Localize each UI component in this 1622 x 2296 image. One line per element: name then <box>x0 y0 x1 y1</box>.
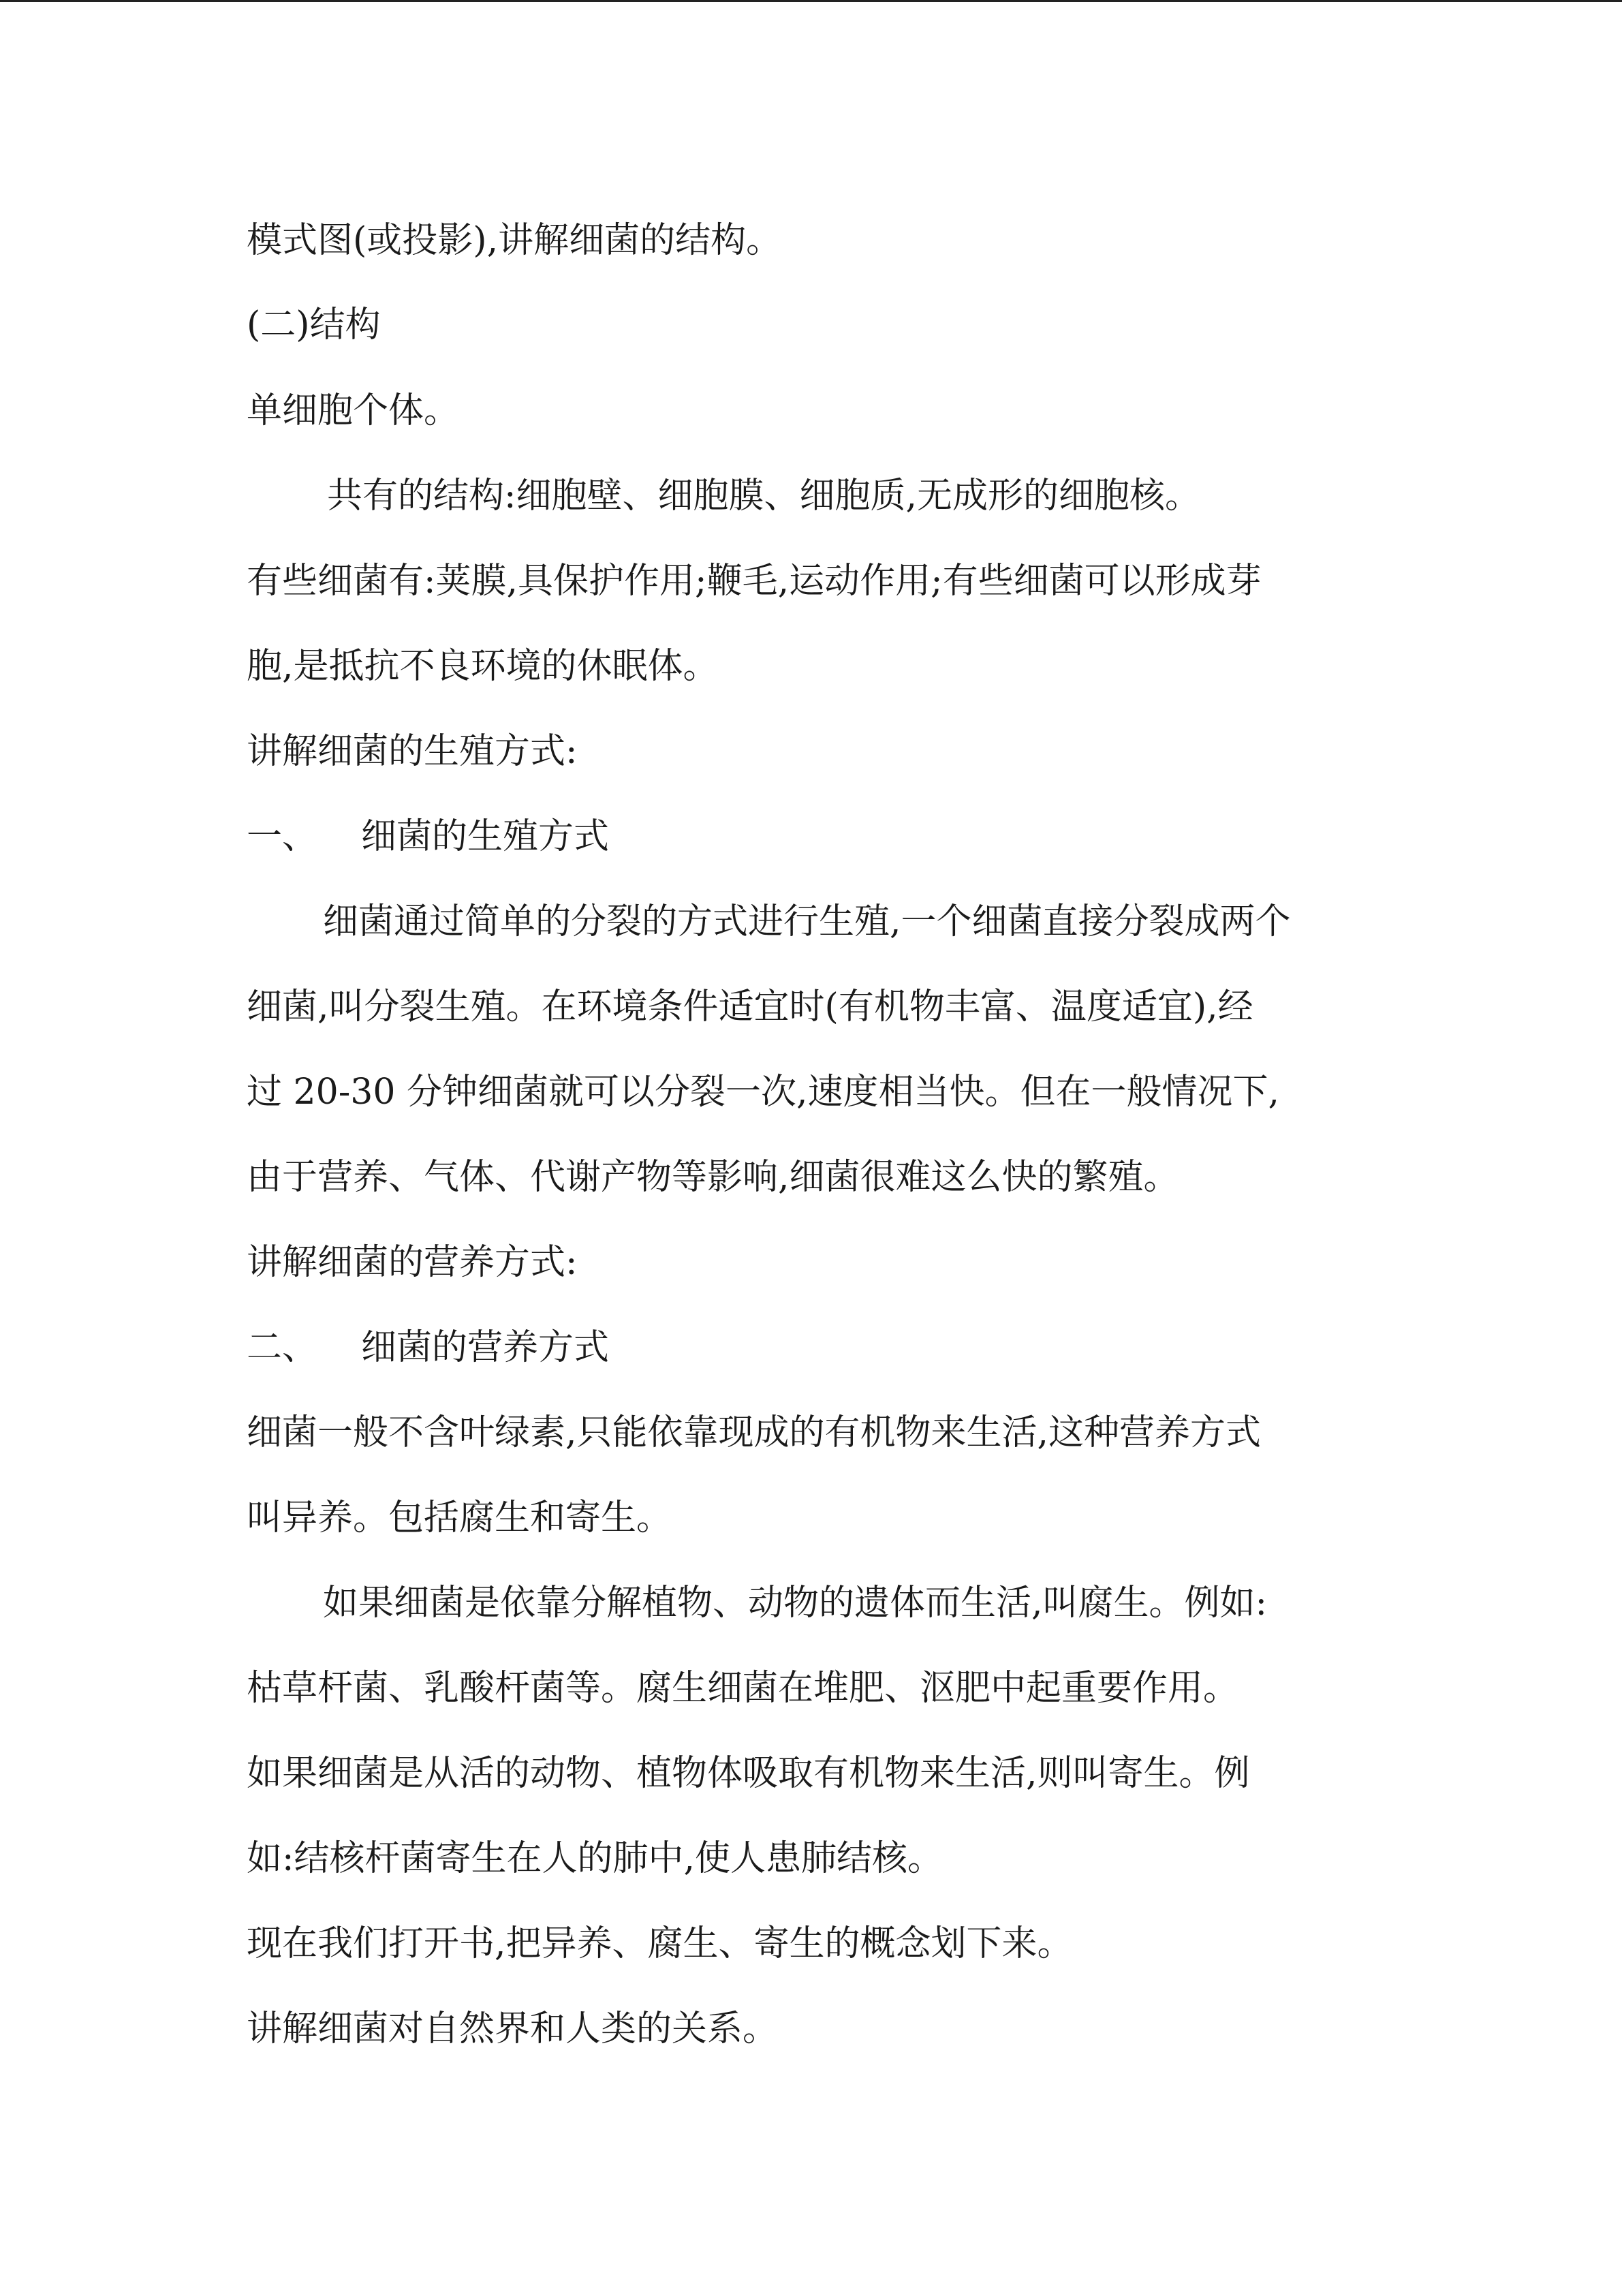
text-line-saprophytic-1: 如果细菌是依靠分解植物、动物的遗体而生活,叫腐生。例如: <box>323 1583 1268 1624</box>
text-line-reproduction-2: 细菌,叫分裂生殖。在环境条件适宜时(有机物丰富、温度适宜),经 <box>247 987 1253 1027</box>
text-line-structure-intro: 模式图(或投影),讲解细菌的结构。 <box>247 220 782 261</box>
text-line-reproduction-4: 由于营养、气体、代谢产物等影响,细菌很难这么快的繁殖。 <box>247 1157 1179 1198</box>
text-line-reproduction-intro: 讲解细菌的生殖方式: <box>247 731 578 772</box>
text-line-reproduction-1: 细菌通过简单的分裂的方式进行生殖,一个细菌直接分裂成两个 <box>323 901 1291 942</box>
text-line-single-cell: 单细胞个体。 <box>247 390 460 431</box>
heading-number: 二、 <box>247 1327 318 1368</box>
text-line-reproduction-3: 过 20-30 分钟细菌就可以分裂一次,速度相当快。但在一般情况下, <box>247 1072 1280 1113</box>
heading-number: 一、 <box>247 816 318 857</box>
text-line-saprophytic-2: 枯草杆菌、乳酸杆菌等。腐生细菌在堆肥、沤肥中起重要作用。 <box>247 1668 1239 1709</box>
text-line-relationship: 讲解细菌对自然界和人类的关系。 <box>247 2008 779 2049</box>
text-line-nutrition-1: 细菌一般不含叶绿素,只能依靠现成的有机物来生活,这种营养方式 <box>247 1412 1262 1453</box>
heading-text: 细菌的生殖方式 <box>361 816 610 857</box>
numbered-heading-reproduction <box>247 815 609 858</box>
text-line-nutrition-2: 叫异养。包括腐生和寄生。 <box>247 1498 672 1538</box>
text-line-special-structure-2: 胞,是抵抗不良环境的休眠体。 <box>247 646 719 687</box>
section-heading-structure: (二)结构 <box>247 305 381 345</box>
text-line-special-structure-1: 有些细菌有:荚膜,具保护作用;鞭毛,运动作用;有些细菌可以形成芽 <box>247 561 1262 602</box>
text-line-parasitic-2: 如:结核杆菌寄生在人的肺中,使人患肺结核。 <box>247 1838 943 1879</box>
text-line-parasitic-1: 如果细菌是从活的动物、植物体吸取有机物来生活,则叫寄生。例 <box>247 1753 1250 1794</box>
numbered-heading-nutrition <box>247 1326 609 1369</box>
heading-text: 细菌的营养方式 <box>361 1327 610 1368</box>
text-line-nutrition-intro: 讲解细菌的营养方式: <box>247 1242 578 1283</box>
text-line-open-book: 现在我们打开书,把异养、腐生、寄生的概念划下来。 <box>247 1923 1073 1964</box>
text-line-common-structure: 共有的结构:细胞壁、细胞膜、细胞质,无成形的细胞核。 <box>327 476 1201 516</box>
